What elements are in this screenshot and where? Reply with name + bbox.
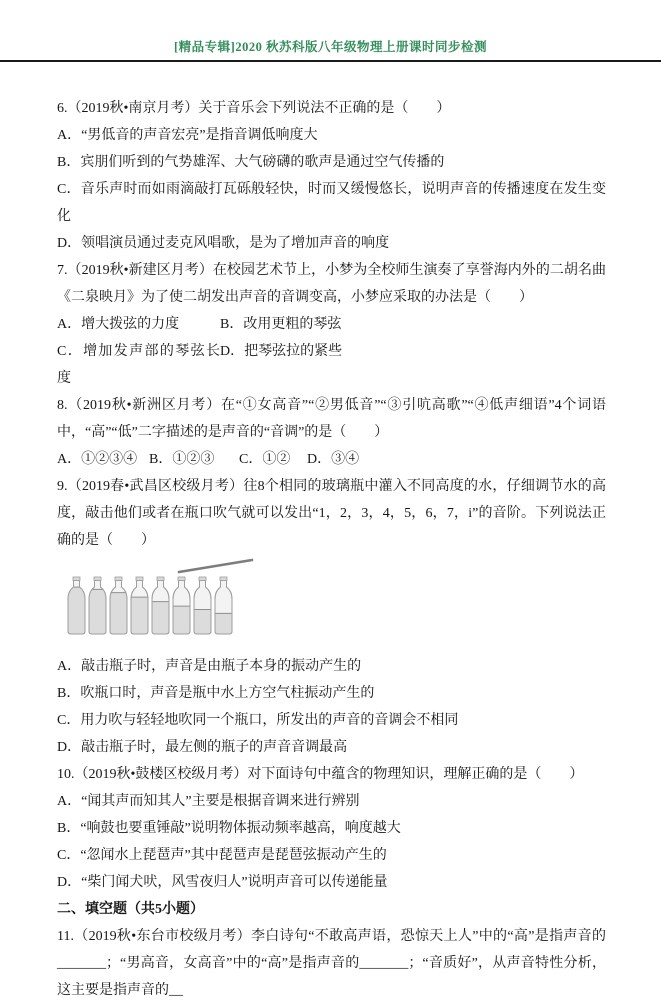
option: A．①②③④ — [57, 452, 138, 467]
question-stem: 8.（2019秋•新洲区月考）在“①女高音”“②男低音”“③引吭高歌”“④低声细语”4个词语中，“高”“低”二字描述的是声音的“音调”的是（ ） — [57, 398, 606, 440]
question-stem: 10.（2019秋•鼓楼区校级月考）对下面诗句中蕴含的物理知识，理解正确的是（ ） — [57, 767, 584, 782]
bottles-image — [61, 557, 261, 641]
option: D．领唱演员通过麦克风唱歌，是为了增加声音的响度 — [57, 236, 390, 251]
option-grid — [57, 311, 606, 392]
option: C．①② — [239, 452, 291, 467]
question-stem: 7.（2019秋•新建区月考）在校园艺术节上，小梦为全校师生演奏了享誉海内外的二胡名曲《二泉映月》为了使二胡发出声音的音调变高，小梦应采取的办法是（ ） — [57, 263, 606, 305]
question-6 — [57, 95, 606, 257]
option-row — [57, 446, 606, 473]
option: D．敲击瓶子时，最左侧的瓶子的声音音调最高 — [57, 740, 348, 755]
option: A．敲击瓶子时，声音是由瓶子本身的振动产生的 — [57, 659, 362, 674]
option: B．吹瓶口时，声音是瓶中水上方空气柱振动产生的 — [57, 686, 375, 701]
option: A．“男低音的声音宏亮”是指音调低响度大 — [57, 128, 318, 143]
question-stem: 6.（2019秋•南京月考）关于音乐会下列说法不正确的是（ ） — [57, 101, 451, 116]
worksheet-content — [57, 95, 606, 1004]
page-title: [精品专辑]2020 秋苏科版八年级物理上册课时同步检测 — [174, 40, 487, 54]
option: D．“柴门闻犬吠，风雪夜归人”说明声音可以传递能量 — [57, 875, 388, 890]
header-divider — [0, 60, 661, 62]
option: B．改用更粗的琴弦 — [220, 317, 342, 332]
option: B．“响鼓也要重锤敲”说明物体振动频率越高，响度越大 — [57, 821, 401, 836]
option: D．把琴弦拉的紧些 — [220, 344, 343, 359]
option: A．增大拨弦的力度 — [57, 317, 180, 332]
question-10 — [57, 761, 606, 896]
question-8 — [57, 392, 606, 473]
option: B．宾朋们听到的气势雄浑、大气磅礴的歌声是通过空气传播的 — [57, 155, 445, 170]
option: C．“忽闻水上琵琶声”其中琵琶声是琵琶弦振动产生的 — [57, 848, 387, 863]
option: C．音乐声时而如雨滴敲打瓦砾般轻快，时而又缓慢悠长，说明声音的传播速度在发生变化 — [57, 182, 606, 224]
option: C．增加发声部的琴弦长度 — [57, 344, 220, 386]
option: A．“闻其声而知其人”主要是根据音调来进行辨别 — [57, 794, 360, 809]
question-stem: 9.（2019春•武昌区校级月考）往8个相同的玻璃瓶中灌入不同高度的水，仔细调节水的高度，敲击他们或者在瓶口吹气就可以发出“1，2，3，4，5，6，7，i”的音阶。下列说法正确的是（ ） — [57, 479, 606, 548]
bottle-figure — [61, 557, 606, 651]
option: B．①②③ — [149, 452, 215, 467]
option: C．用力吹与轻轻地吹同一个瓶口，所发出的声音的音调会不相同 — [57, 713, 459, 728]
section-heading-fill-in: 二、填空题（共5小题） — [57, 902, 204, 917]
question-11: 11.（2019秋•东台市校级月考）李白诗句“不敢高声语，恐惊天上人”中的“高”是指声音的_______；“男高音，女高音”中的“高”是指声音的_______；“音质好”，从声音特性分析，这主要是指声音的__ — [57, 929, 606, 998]
question-7 — [57, 257, 606, 392]
option: D．③④ — [307, 452, 360, 467]
question-9 — [57, 473, 606, 761]
